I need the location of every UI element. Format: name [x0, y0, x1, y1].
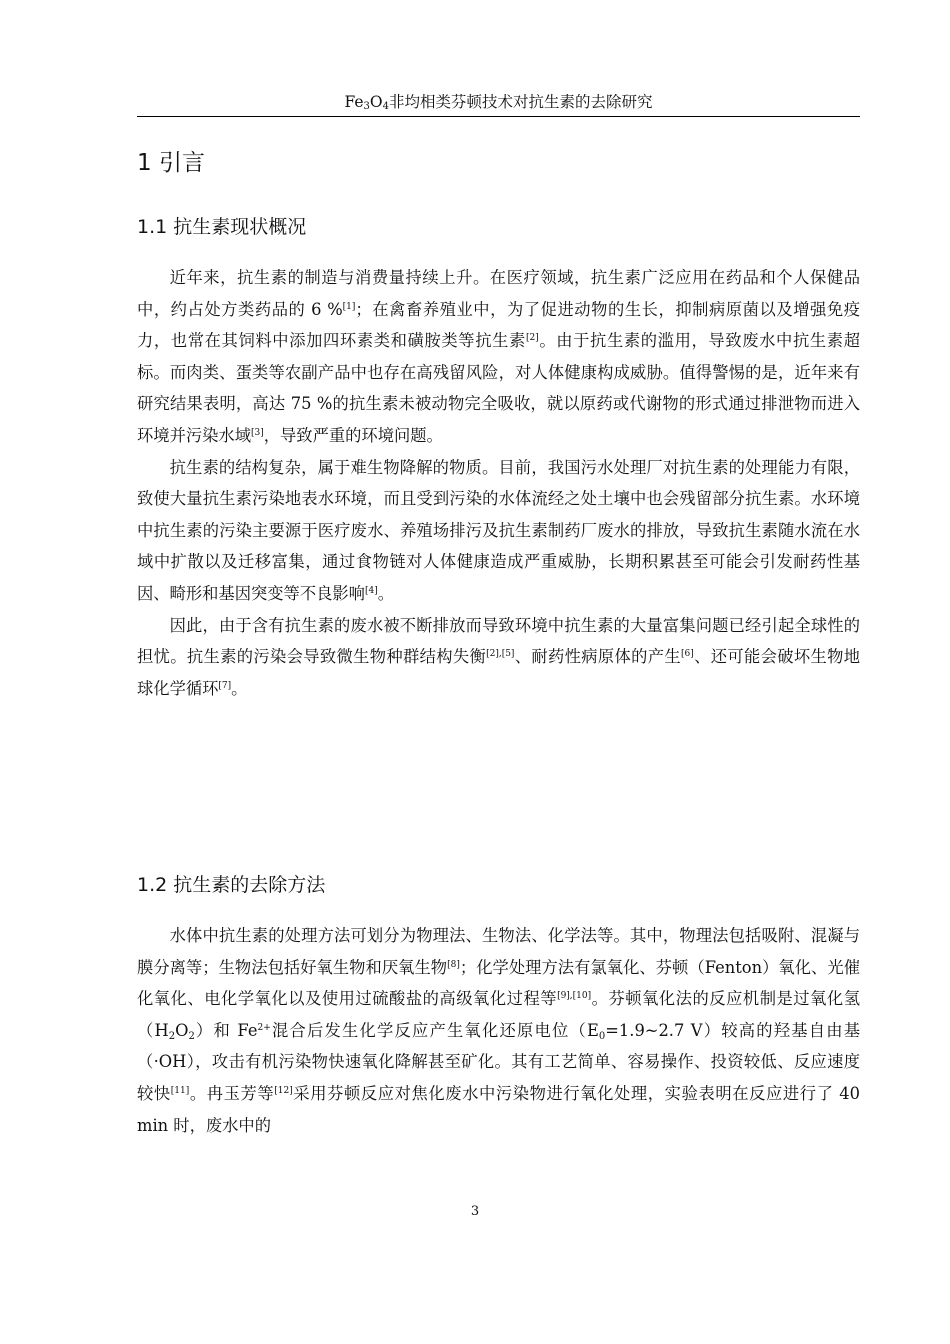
section-heading-1-1: 1.1 抗生素现状概况	[137, 216, 307, 238]
citation: [7]	[218, 680, 232, 691]
header-title-part: Fe	[344, 93, 364, 111]
text-run: 因此，由于含有抗生素的废水被不断排放而导致环境中抗生素的大量富集问题已经引起全球性的担忧。抗生素的污染会导致微生物种群结构失衡	[137, 615, 860, 667]
text-run: 。芬顿氧化法的反应机制是过氧化氢（H	[137, 989, 860, 1040]
citation: [2]	[525, 333, 539, 344]
citation: [3]	[250, 427, 264, 438]
text-run: 混合后发生化学反应产生氧化还原电位（E	[270, 1020, 599, 1040]
text-run: 、耐药性病原体的产生	[514, 647, 681, 667]
citation: [12]	[274, 1085, 293, 1096]
text-run: 。冉玉芳等	[189, 1083, 275, 1103]
running-header	[137, 90, 860, 117]
paragraph	[137, 610, 860, 705]
text-run: 。	[377, 583, 394, 603]
citation: [11]	[170, 1085, 190, 1096]
header-subscript: 3	[363, 101, 370, 112]
citation: [9],[10]	[557, 991, 592, 1002]
subscript: 0	[598, 1030, 606, 1042]
subscript: 2	[168, 1030, 176, 1042]
text-run: 、还可能会破坏生物地球化学循环	[137, 647, 860, 698]
header-title-part: O	[369, 93, 383, 111]
paragraph	[137, 262, 860, 452]
section-1-2-body	[137, 920, 860, 1141]
text-run: 采用芬顿反应对焦化废水中污染物进行氧化处理，实验表明在反应进行了 40 min 时，废水中的	[137, 1083, 860, 1135]
text-run: ）和 Fe	[194, 1020, 258, 1040]
subscript: 2	[188, 1030, 195, 1042]
text-run: 水体中抗生素的处理方法可划分为物理法、生物法、化学法等。其中，物理法包括吸附、混凝与膜分离等；生物法包括好氧生物和厌氧生物	[137, 926, 860, 977]
header-subscript: 4	[382, 101, 390, 112]
text-run: ，导致严重的环境问题。	[263, 425, 443, 445]
text-run: 。	[231, 678, 248, 698]
text-run: ；化学处理方法有氯氧化、芬顿（Fenton）氧化、光催化氧化、电化学氧化以及使用过硫酸盐的高级氧化过程等	[137, 957, 860, 1009]
text-run: 。由于抗生素的滥用，导致废水中抗生素超标。而肉类、蛋类等农副产品中也存在高残留风险，对人体健康构成威胁。值得警惕的是，近年来有研究结果表明，高达 75 %的抗生素未被动物完全吸收，就以原药或代谢物的形式通过排泄物而进入环境并污染水域	[137, 331, 860, 445]
section-heading-1-2: 1.2 抗生素的去除方法	[137, 874, 326, 896]
page-number: 3	[470, 1204, 480, 1219]
paragraph	[137, 452, 860, 610]
section-heading-1: 1 引言	[137, 150, 205, 176]
citation: [4]	[364, 585, 378, 596]
citation: [8]	[447, 959, 460, 970]
citation: [2],[5]	[486, 649, 515, 660]
superscript: 2+	[257, 1022, 271, 1033]
citation: [1]	[342, 301, 356, 312]
header-title-part: 非均相类芬顿技术对抗生素的去除研究	[389, 93, 653, 111]
text-run: O	[175, 1020, 189, 1040]
text-run: =1.9~2.7 V）较高的羟基自由基（·OH），攻击有机污染物快速氧化降解甚至矿化。其有工艺简单、容易操作、投资较低、反应速度较快	[137, 1020, 860, 1103]
citation: [6]	[681, 649, 694, 660]
section-1-1-body	[137, 262, 860, 704]
text-run: 抗生素的结构复杂，属于难生物降解的物质。目前，我国污水处理厂对抗生素的处理能力有限，致使大量抗生素污染地表水环境，而且受到污染的水体流经之处土壤中也会残留部分抗生素。水环境中抗生素的污染主要源于医疗废水、养殖场排污及抗生素制药厂废水的排放，导致抗生素随水流在水域中扩散以及迁移富集，通过食物链对人体健康造成严重威胁，长期积累甚至可能会引发耐药性基因、畸形和基因突变等不良影响	[137, 457, 860, 603]
text-run: 近年来，抗生素的制造与消费量持续上升。在医疗领域，抗生素广泛应用在药品和个人保健品中，约占处方类药品的 6 %	[137, 268, 860, 319]
paragraph	[137, 920, 860, 1141]
text-run: ；在禽畜养殖业中，为了促进动物的生长，抑制病原菌以及增强免疫力，也常在其饲料中添加四环素类和磺胺类等抗生素	[137, 299, 860, 351]
